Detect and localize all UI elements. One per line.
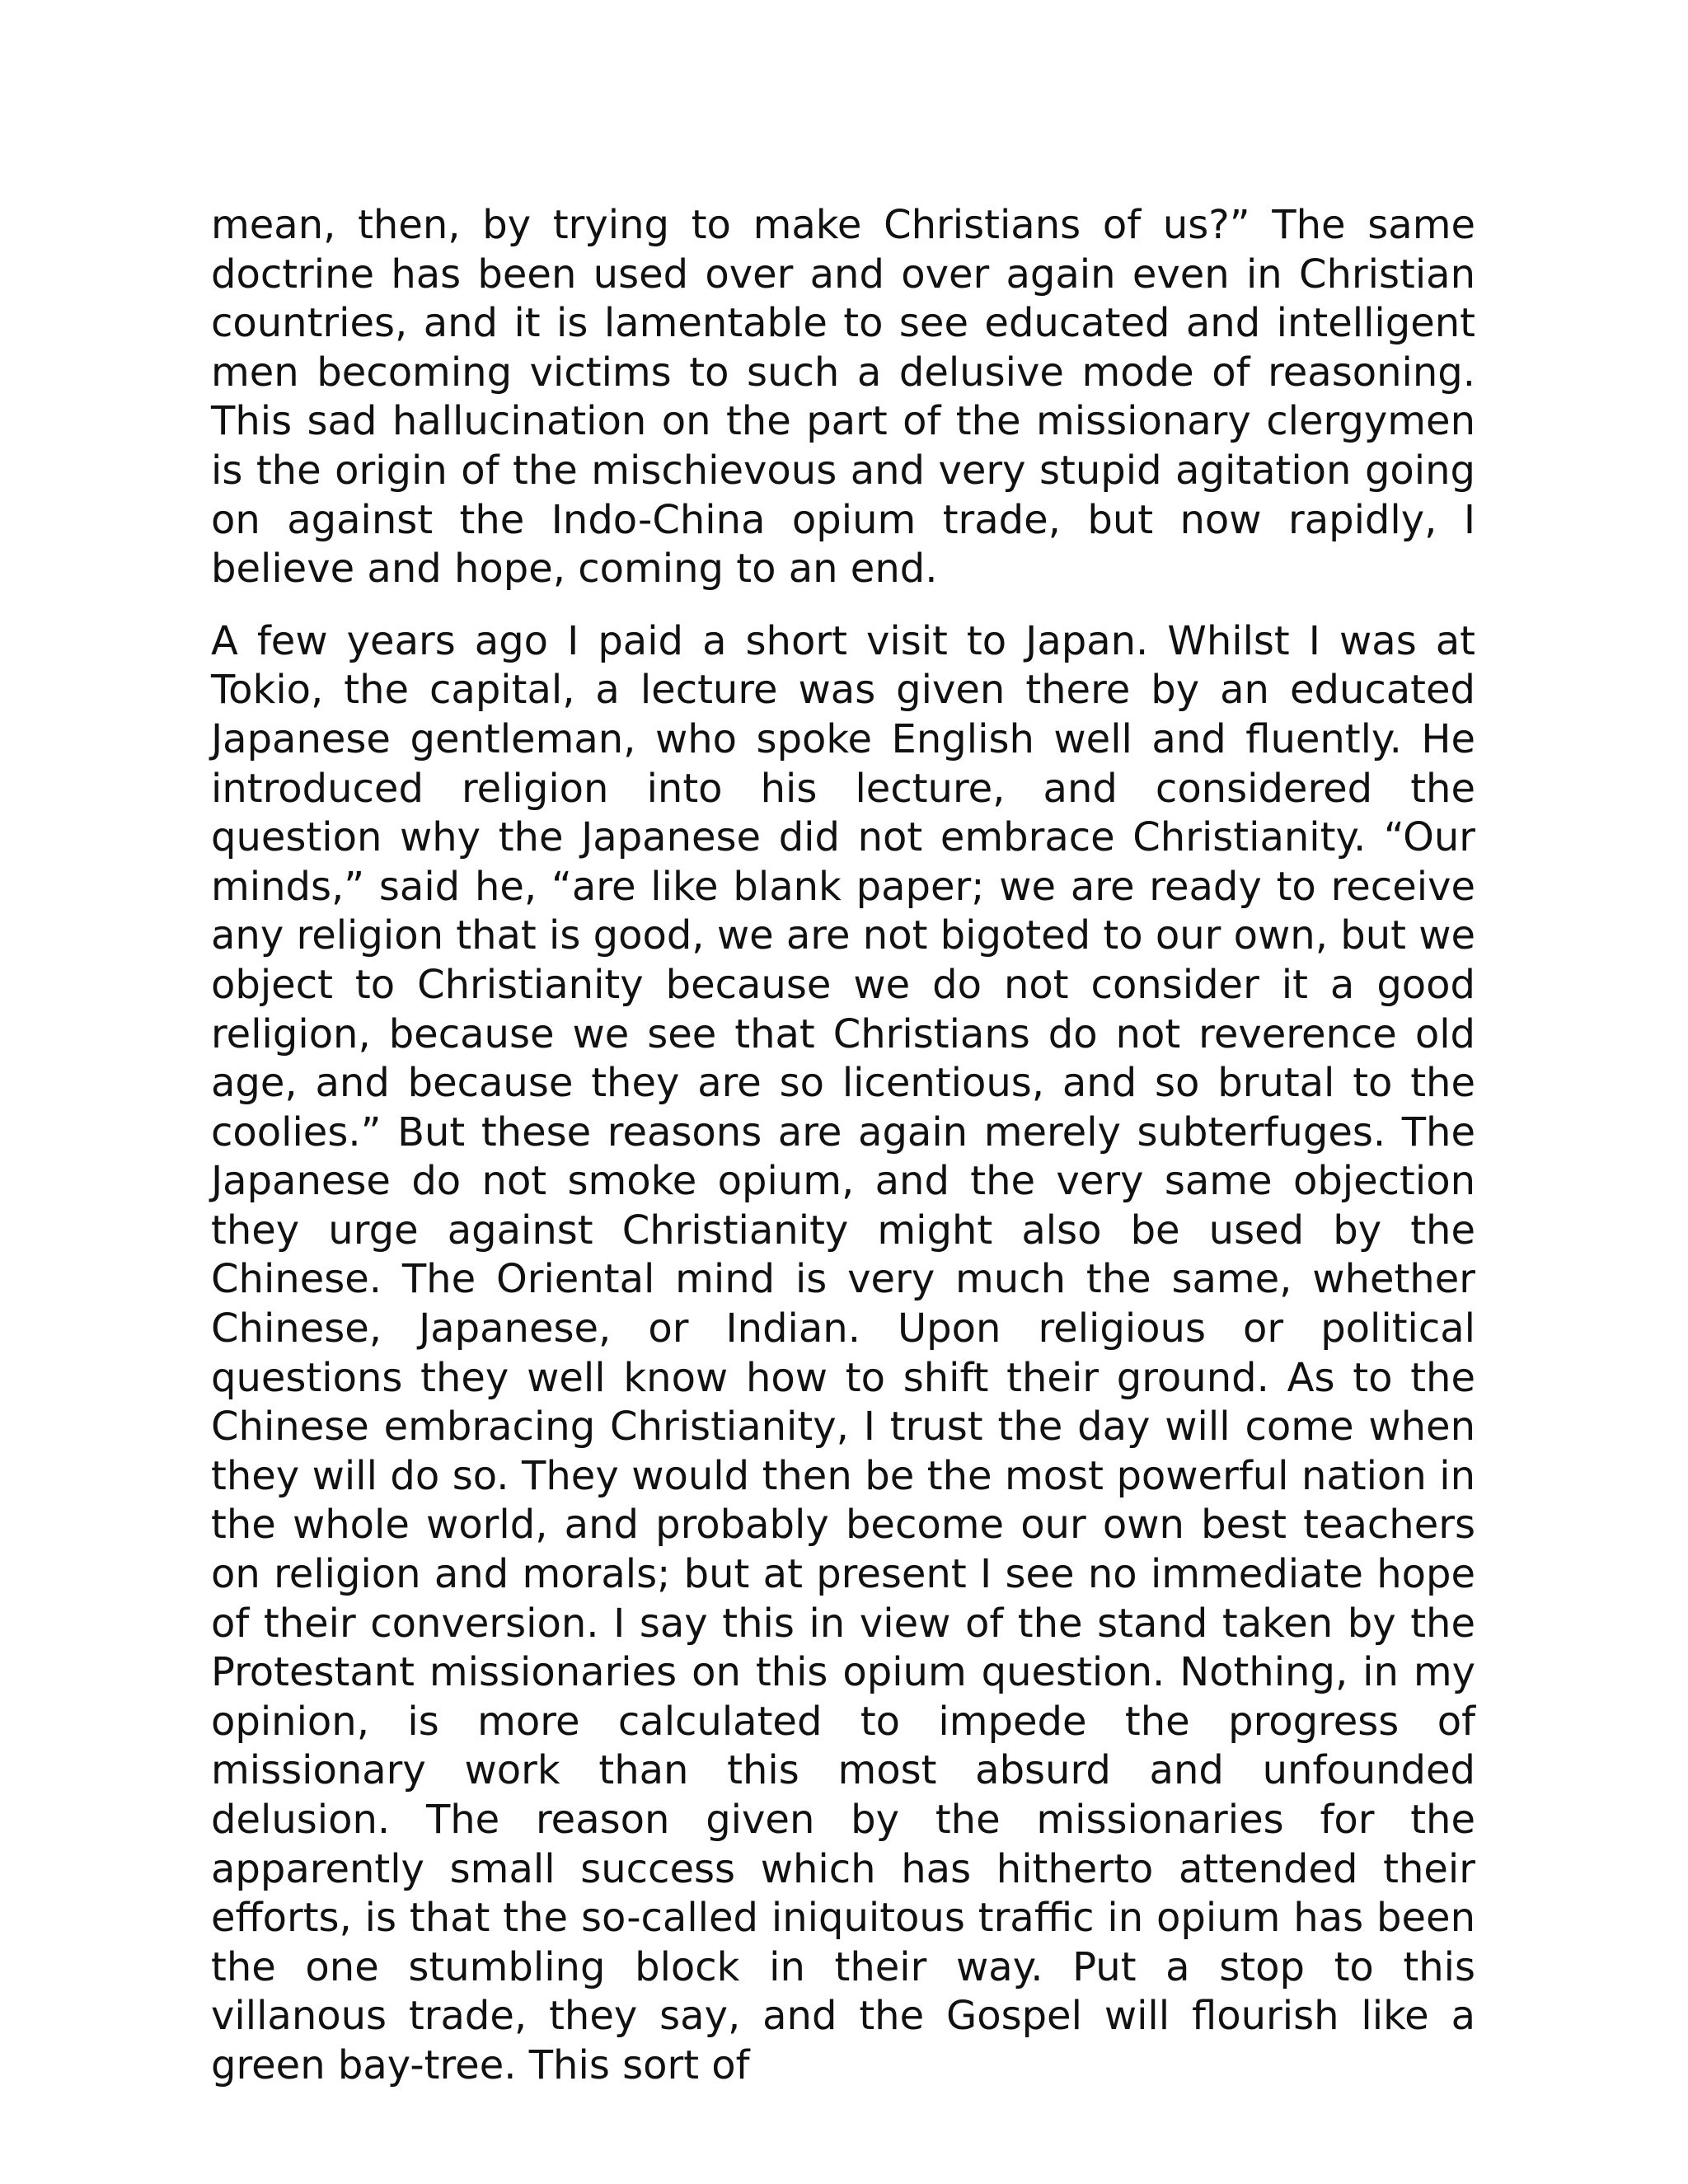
paragraph-1: mean, then, by trying to make Christians of us?” The same doctrine has been used over and over again even in Christian countries, and it is lamentable to see educated and intelligent men becoming victims to such a delusive mode of reasoning. This sad hallucination on the part of the missionary clergymen is the origin of the mischievous and very stupid agitation going on against the Indo-China opium trade, but now rapidly, I believe and hope, coming to an end. — [211, 202, 1475, 593]
paragraph-2: A few years ago I paid a short visit to Japan. Whilst I was at Tokio, the capital, a lecture was given there by an educated Japanese gentleman, who spoke English well and fluently. He introduced religion into his lecture, and considered the question why the Japanese did not embrace Christianity. “Our minds,” said he, “are like blank paper; we are ready to receive any religion that is good, we are not bigoted to our own, but we object to Christianity because we do not consider it a good religion, because we see that Christians do not reverence old age, and because they are so licentious, and so brutal to the coolies.” But these reasons are again merely subterfuges. The Japanese do not smoke opium, and the very same objection they urge against Christianity might also be used by the Chinese. The Oriental mind is very much the same, whether Chinese, Japanese, or Indian. Upon religious or political questions they well know how to shift their ground. As to the Chinese embracing Christianity, I trust the day will come when they will do so. They would then be the most powerful nation in the whole world, and probably become our own best teachers on religion and morals; but at present I see no immediate hope of their conversion. I say this in view of the stand taken by the Protestant missionaries on this opium question. Nothing, in my opinion, is more calculated to impede the progress of missionary work than this most absurd and unfounded delusion. The reason given by the missionaries for the apparently small success which has hitherto attended their efforts, is that the so-called iniquitous traffic in opium has been the one stumbling block in their way. Put a stop to this villanous trade, they say, and the Gospel will flourish like a green bay-tree. This sort of — [211, 617, 1475, 2088]
document-page — [211, 201, 1475, 2091]
